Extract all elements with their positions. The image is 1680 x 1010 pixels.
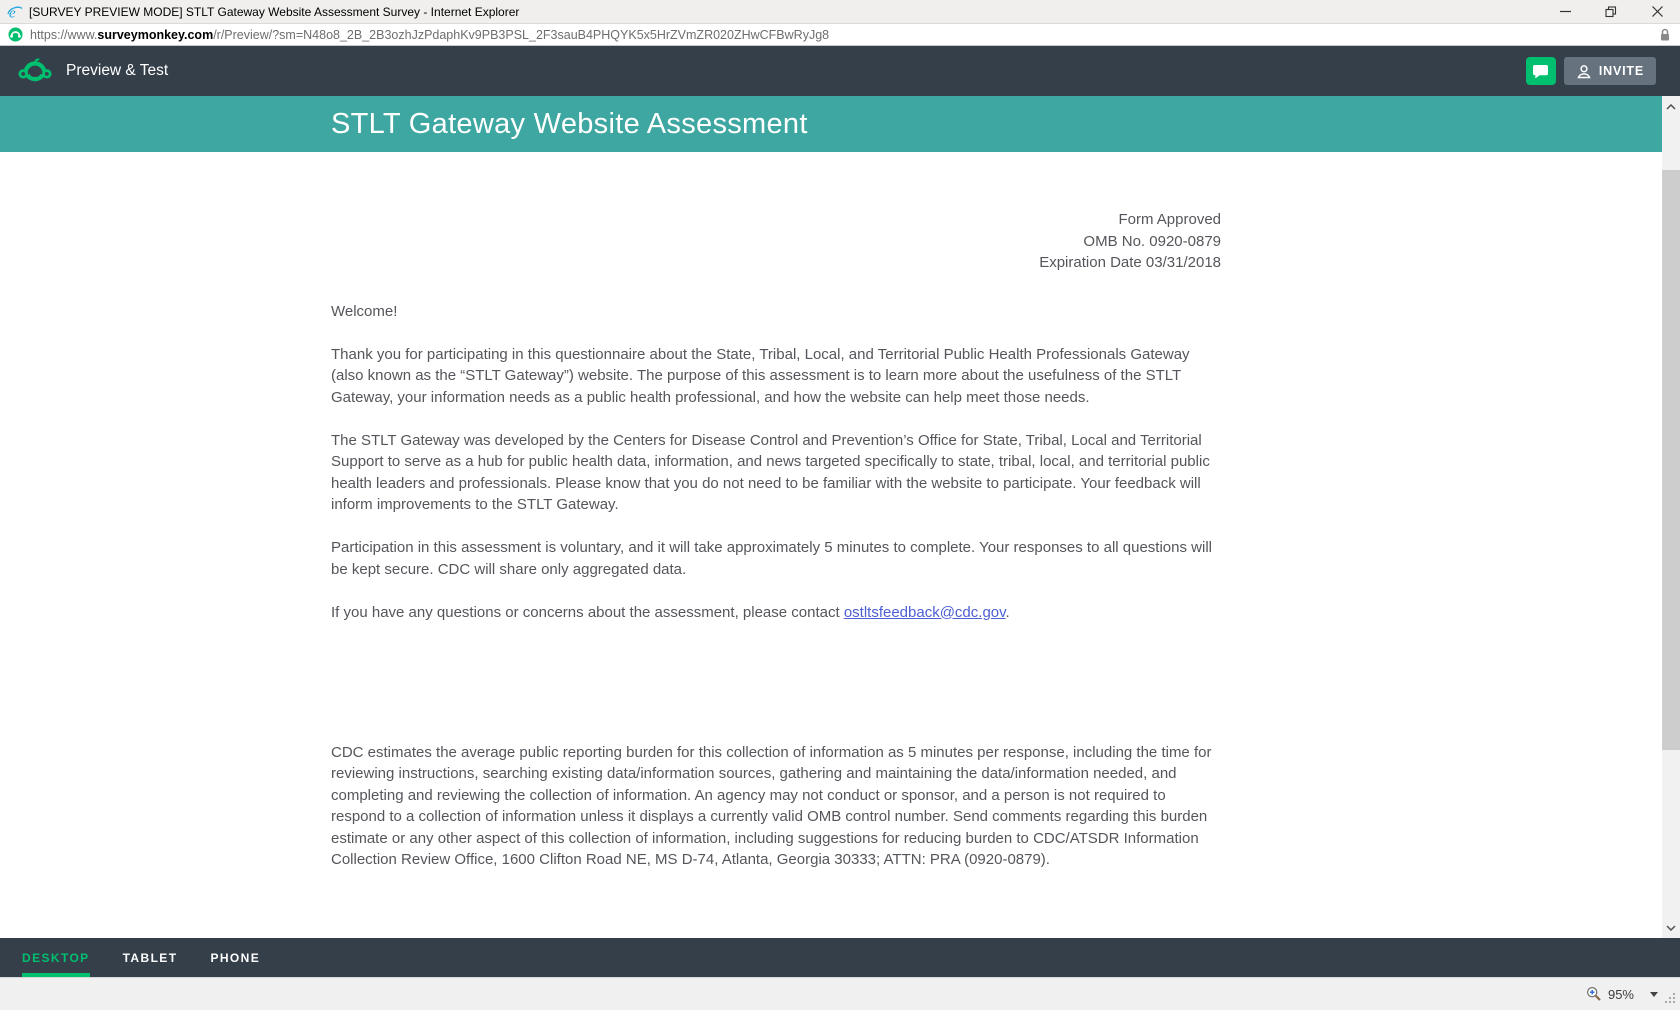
window-title: [SURVEY PREVIEW MODE] STLT Gateway Website Assessment Survey - Internet Explorer [29,4,520,19]
lock-icon [1658,27,1672,42]
window-controls [1542,0,1680,23]
survey-title: STLT Gateway Website Assessment [331,107,808,140]
internet-explorer-icon [7,4,23,20]
contact-line [331,602,1221,624]
participation-paragraph: Participation in this assessment is voluntary, and it will take approximately 5 minutes to complete. Your responses to all questions will be kept secure. CDC will share only aggregated data. [331,539,1212,578]
approval-line: OMB No. 0920-0879 [1083,232,1221,250]
restore-button[interactable] [1588,0,1634,23]
scrollbar-thumb[interactable] [1662,170,1680,750]
caret-down-icon [1650,992,1658,997]
contact-period: . [1005,603,1010,621]
tab-phone[interactable]: PHONE [210,950,261,965]
surveymonkey-logo-icon [18,56,52,86]
tab-desktop[interactable]: DESKTOP [22,938,90,977]
header-actions [1526,57,1656,85]
restore-icon [1605,6,1617,18]
resize-grip[interactable] [1665,993,1677,1005]
vertical-scrollbar[interactable] [1662,96,1680,938]
status-bar [0,977,1680,1010]
tab-tablet[interactable]: TABLET [122,950,178,965]
scroll-up-button[interactable] [1662,98,1680,115]
chat-bubble-icon [1532,64,1549,79]
invite-button[interactable] [1564,57,1656,85]
zoom-control[interactable] [1586,978,1658,1010]
address-bar[interactable] [0,23,1680,46]
intro-paragraph: Thank you for participating in this questionnaire about the State, Tribal, Local, and Territorial Public Health Professionals Gateway (also known as the “STLT Gateway”) website. The purpose of this assessment is to learn more about the usefulness of the STLT Gateway, your information needs as a public health professional, and how the website can help meet those needs. [331,345,1190,406]
zoom-level: 95% [1607,986,1634,1002]
survey-title-banner [0,96,1662,152]
approval-line: Expiration Date 03/31/2018 [1039,254,1221,271]
chevron-down-icon [1666,925,1676,931]
preview-test-label: Preview & Test [66,62,169,79]
app-header [0,46,1680,96]
approval-line: Form Approved [1118,211,1221,228]
minimize-icon [1560,6,1571,17]
spacer [331,645,1221,742]
welcome-text: Welcome! [331,302,398,320]
svg-text:e: e [9,5,16,20]
omb-approval-block [331,209,1221,274]
chevron-up-icon [1666,104,1676,110]
close-button[interactable] [1634,0,1680,23]
burden-paragraph: CDC estimates the average public reporting burden for this collection of information as 5 minutes per response, including the time for reviewing instructions, searching existing data/information sources, gathering and maintaining the data/information needed, and completing and reviewing the collection of information. An agency may not conduct or sponsor, and a person is not required to respond to a collection of information unless it displays a currently valid OMB control number. Send comments regarding this burden estimate or any other aspect of this collection of information, including suggestions for reducing burden to CDC/ATSDR Information Collection Review Office, 1600 Clifton Road NE, MS D-74, Atlanta, Georgia 30333; ATTN: PRA (0920-0879). [331,743,1212,868]
person-icon [1576,64,1592,79]
close-icon [1652,6,1663,17]
magnifier-zoom-icon [1586,986,1602,1002]
browser-titlebar [0,0,1680,23]
email-link[interactable]: ostltsfeedback@cdc.gov [843,603,1006,621]
invite-label: INVITE [1598,64,1644,78]
contact-text: If you have any questions or concerns about the assessment, please contact [331,603,844,621]
scroll-down-button[interactable] [1662,919,1680,936]
survey-content-area [0,152,1662,938]
minimize-button[interactable] [1542,0,1588,23]
about-paragraph: The STLT Gateway was developed by the Centers for Disease Control and Prevention’s Office for State, Tribal, Local and Territorial Support to serve as a hub for public health data, information, and news targeted specifically to state, tribal, local, and territorial public health leaders and professionals. Please know that you do not need to be familiar with the website to participate. Your feedback will inform improvements to the STLT Gateway. [331,431,1210,513]
url-text: https://www.surveymonkey.com/r/Preview/?sm=N48o8_2B_2B3ozhJzPdaphKv9PB3PSL_2F3sauB4PHQYK5x5HrZVmZR020ZHwCFBwRyJg8 [30,27,830,42]
chat-button[interactable] [1526,57,1556,85]
device-tabs-bar [0,938,1680,977]
surveymonkey-favicon [8,27,23,42]
